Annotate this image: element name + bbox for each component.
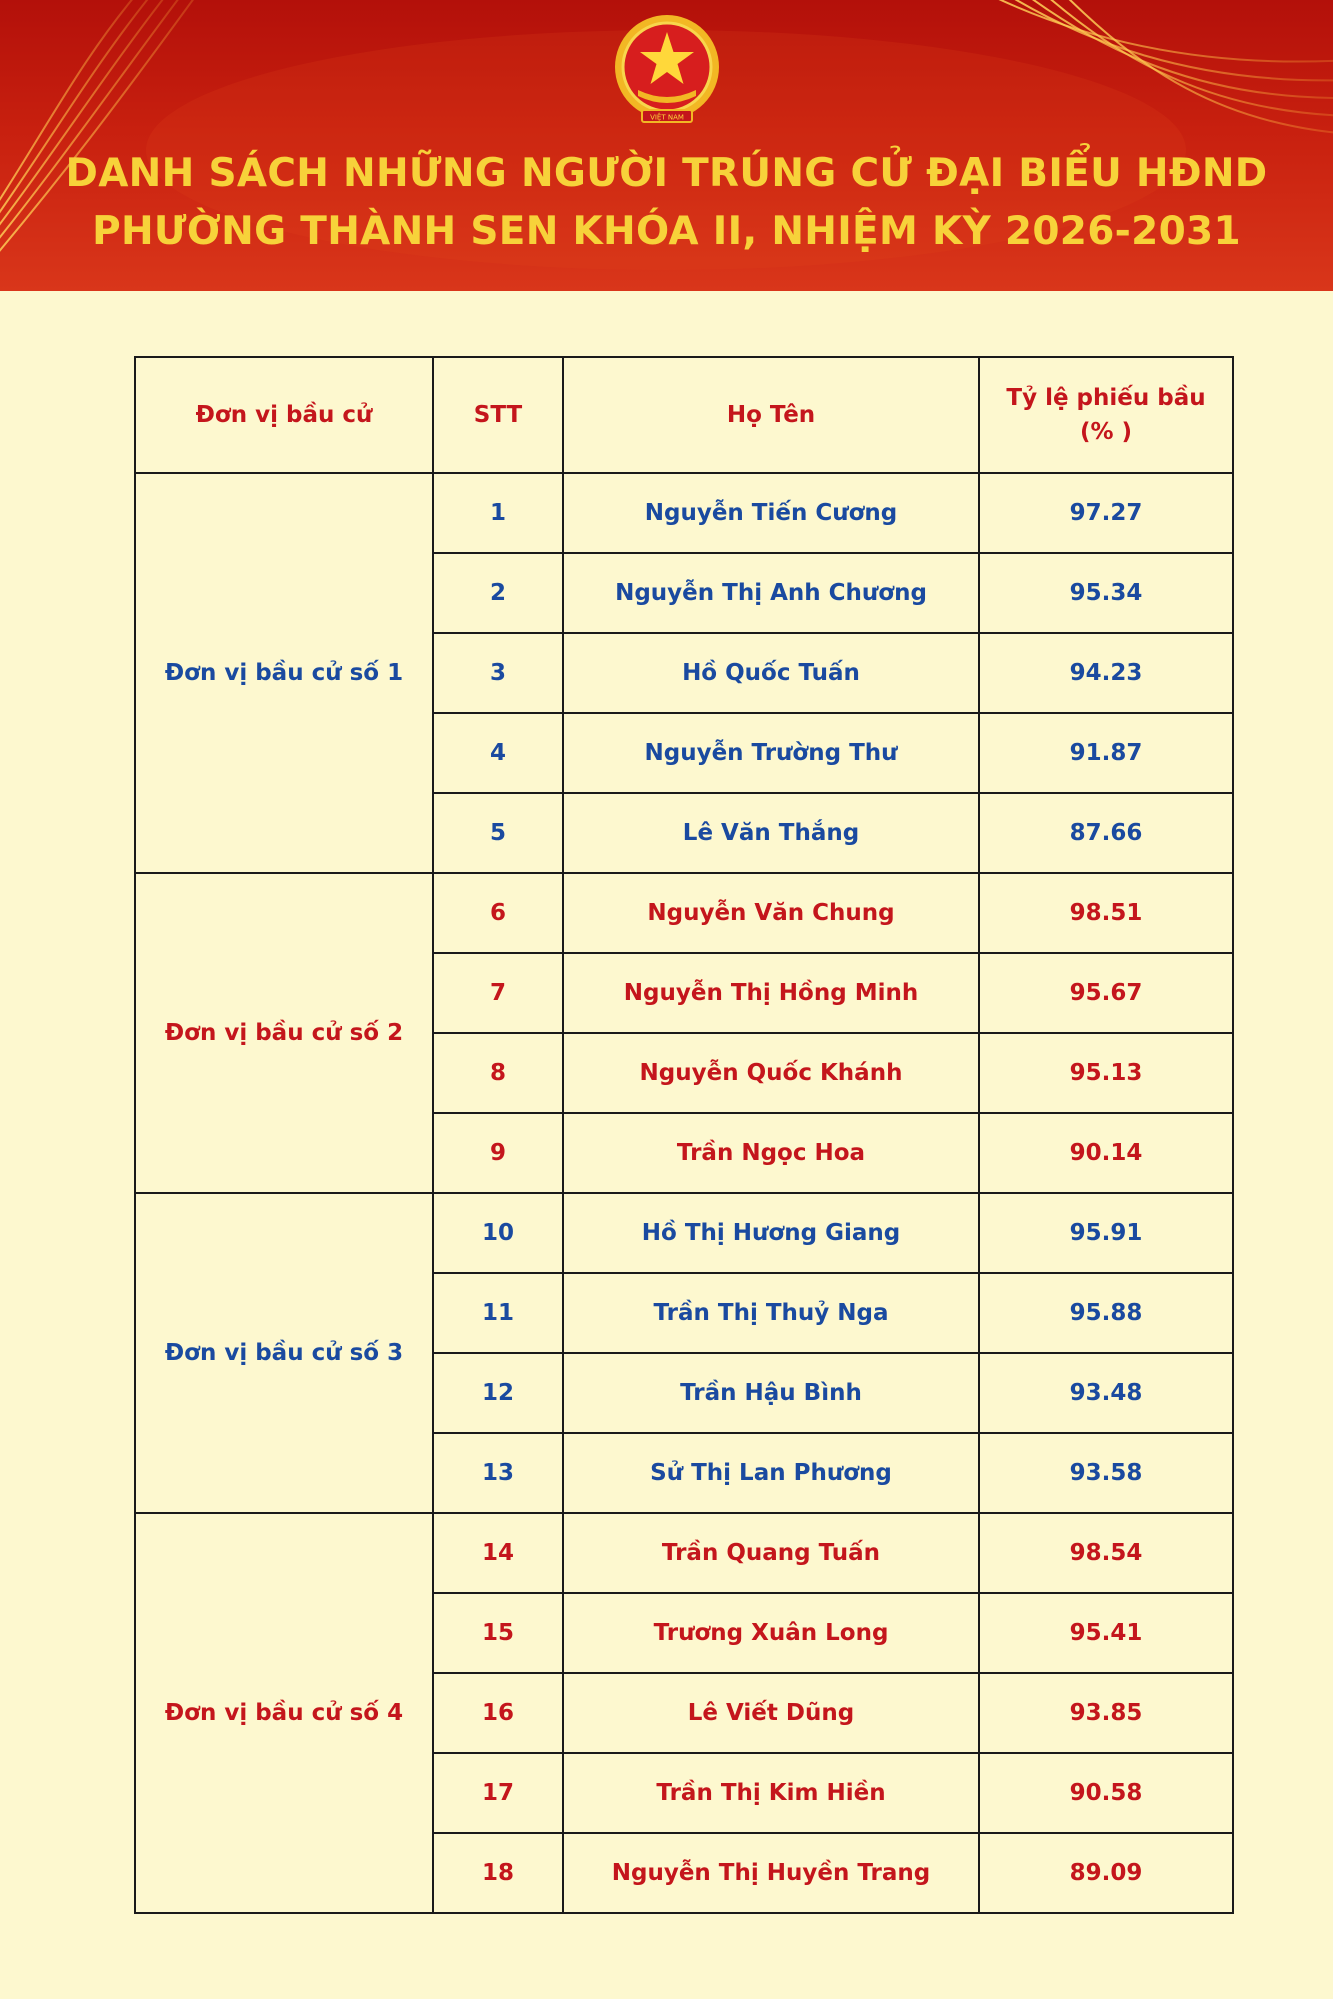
percent-cell: 95.41 bbox=[979, 1593, 1233, 1673]
percent-cell: 90.14 bbox=[979, 1113, 1233, 1193]
electoral-unit-cell: Đơn vị bầu cử số 1 bbox=[135, 473, 433, 873]
stt-cell: 9 bbox=[433, 1113, 563, 1193]
name-cell: Nguyễn Tiến Cương bbox=[563, 473, 979, 553]
stt-cell: 8 bbox=[433, 1033, 563, 1113]
stt-cell: 17 bbox=[433, 1753, 563, 1833]
percent-cell: 95.67 bbox=[979, 953, 1233, 1033]
stt-cell: 16 bbox=[433, 1673, 563, 1753]
column-header-unit: Đơn vị bầu cử bbox=[135, 357, 433, 473]
name-cell: Hồ Thị Hương Giang bbox=[563, 1193, 979, 1273]
percent-cell: 97.27 bbox=[979, 473, 1233, 553]
national-emblem-icon bbox=[610, 12, 724, 130]
column-header-percent: Tỷ lệ phiếu bầu (% ) bbox=[979, 357, 1233, 473]
name-cell: Trương Xuân Long bbox=[563, 1593, 979, 1673]
name-cell: Trần Thị Kim Hiền bbox=[563, 1753, 979, 1833]
name-cell: Lê Viết Dũng bbox=[563, 1673, 979, 1753]
name-cell: Lê Văn Thắng bbox=[563, 793, 979, 873]
stt-cell: 15 bbox=[433, 1593, 563, 1673]
stt-cell: 2 bbox=[433, 553, 563, 633]
percent-cell: 87.66 bbox=[979, 793, 1233, 873]
emblem-label: VIỆT NAM bbox=[650, 113, 684, 122]
stt-cell: 7 bbox=[433, 953, 563, 1033]
title-line-2: PHƯỜNG THÀNH SEN KHÓA II, NHIỆM KỲ 2026-2031 bbox=[92, 209, 1241, 254]
name-cell: Nguyễn Trường Thư bbox=[563, 713, 979, 793]
table-row bbox=[135, 873, 1233, 953]
name-cell: Hồ Quốc Tuấn bbox=[563, 633, 979, 713]
percent-cell: 98.51 bbox=[979, 873, 1233, 953]
percent-cell: 98.54 bbox=[979, 1513, 1233, 1593]
percent-cell: 89.09 bbox=[979, 1833, 1233, 1913]
name-cell: Nguyễn Thị Huyền Trang bbox=[563, 1833, 979, 1913]
name-cell: Sử Thị Lan Phương bbox=[563, 1433, 979, 1513]
table-body bbox=[135, 473, 1233, 1913]
name-cell: Nguyễn Thị Anh Chương bbox=[563, 553, 979, 633]
percent-cell: 95.13 bbox=[979, 1033, 1233, 1113]
percent-cell: 91.87 bbox=[979, 713, 1233, 793]
stt-cell: 5 bbox=[433, 793, 563, 873]
title-line-1: DANH SÁCH NHỮNG NGƯỜI TRÚNG CỬ ĐẠI BIỂU HĐND bbox=[65, 151, 1268, 196]
name-cell: Trần Thị Thuỷ Nga bbox=[563, 1273, 979, 1353]
electoral-unit-cell: Đơn vị bầu cử số 2 bbox=[135, 873, 433, 1193]
table-row bbox=[135, 473, 1233, 553]
electoral-unit-cell: Đơn vị bầu cử số 4 bbox=[135, 1513, 433, 1913]
stt-cell: 11 bbox=[433, 1273, 563, 1353]
percent-cell: 93.48 bbox=[979, 1353, 1233, 1433]
table-row bbox=[135, 1193, 1233, 1273]
stt-cell: 10 bbox=[433, 1193, 563, 1273]
stt-cell: 13 bbox=[433, 1433, 563, 1513]
results-table-container bbox=[134, 356, 1234, 1914]
stt-cell: 18 bbox=[433, 1833, 563, 1913]
stt-cell: 14 bbox=[433, 1513, 563, 1593]
stt-cell: 4 bbox=[433, 713, 563, 793]
percent-cell: 95.34 bbox=[979, 553, 1233, 633]
table-header-row bbox=[135, 357, 1233, 473]
page-title bbox=[0, 145, 1333, 261]
name-cell: Nguyễn Quốc Khánh bbox=[563, 1033, 979, 1113]
column-header-name: Họ Tên bbox=[563, 357, 979, 473]
percent-cell: 95.91 bbox=[979, 1193, 1233, 1273]
percent-cell: 94.23 bbox=[979, 633, 1233, 713]
percent-cell: 93.85 bbox=[979, 1673, 1233, 1753]
column-header-stt: STT bbox=[433, 357, 563, 473]
results-table bbox=[134, 356, 1234, 1914]
table-row bbox=[135, 1513, 1233, 1593]
name-cell: Nguyễn Thị Hồng Minh bbox=[563, 953, 979, 1033]
percent-cell: 95.88 bbox=[979, 1273, 1233, 1353]
header-banner bbox=[0, 0, 1333, 291]
stt-cell: 1 bbox=[433, 473, 563, 553]
percent-cell: 93.58 bbox=[979, 1433, 1233, 1513]
electoral-unit-cell: Đơn vị bầu cử số 3 bbox=[135, 1193, 433, 1513]
stt-cell: 6 bbox=[433, 873, 563, 953]
name-cell: Trần Hậu Bình bbox=[563, 1353, 979, 1433]
name-cell: Trần Ngọc Hoa bbox=[563, 1113, 979, 1193]
name-cell: Trần Quang Tuấn bbox=[563, 1513, 979, 1593]
stt-cell: 12 bbox=[433, 1353, 563, 1433]
name-cell: Nguyễn Văn Chung bbox=[563, 873, 979, 953]
stt-cell: 3 bbox=[433, 633, 563, 713]
percent-cell: 90.58 bbox=[979, 1753, 1233, 1833]
